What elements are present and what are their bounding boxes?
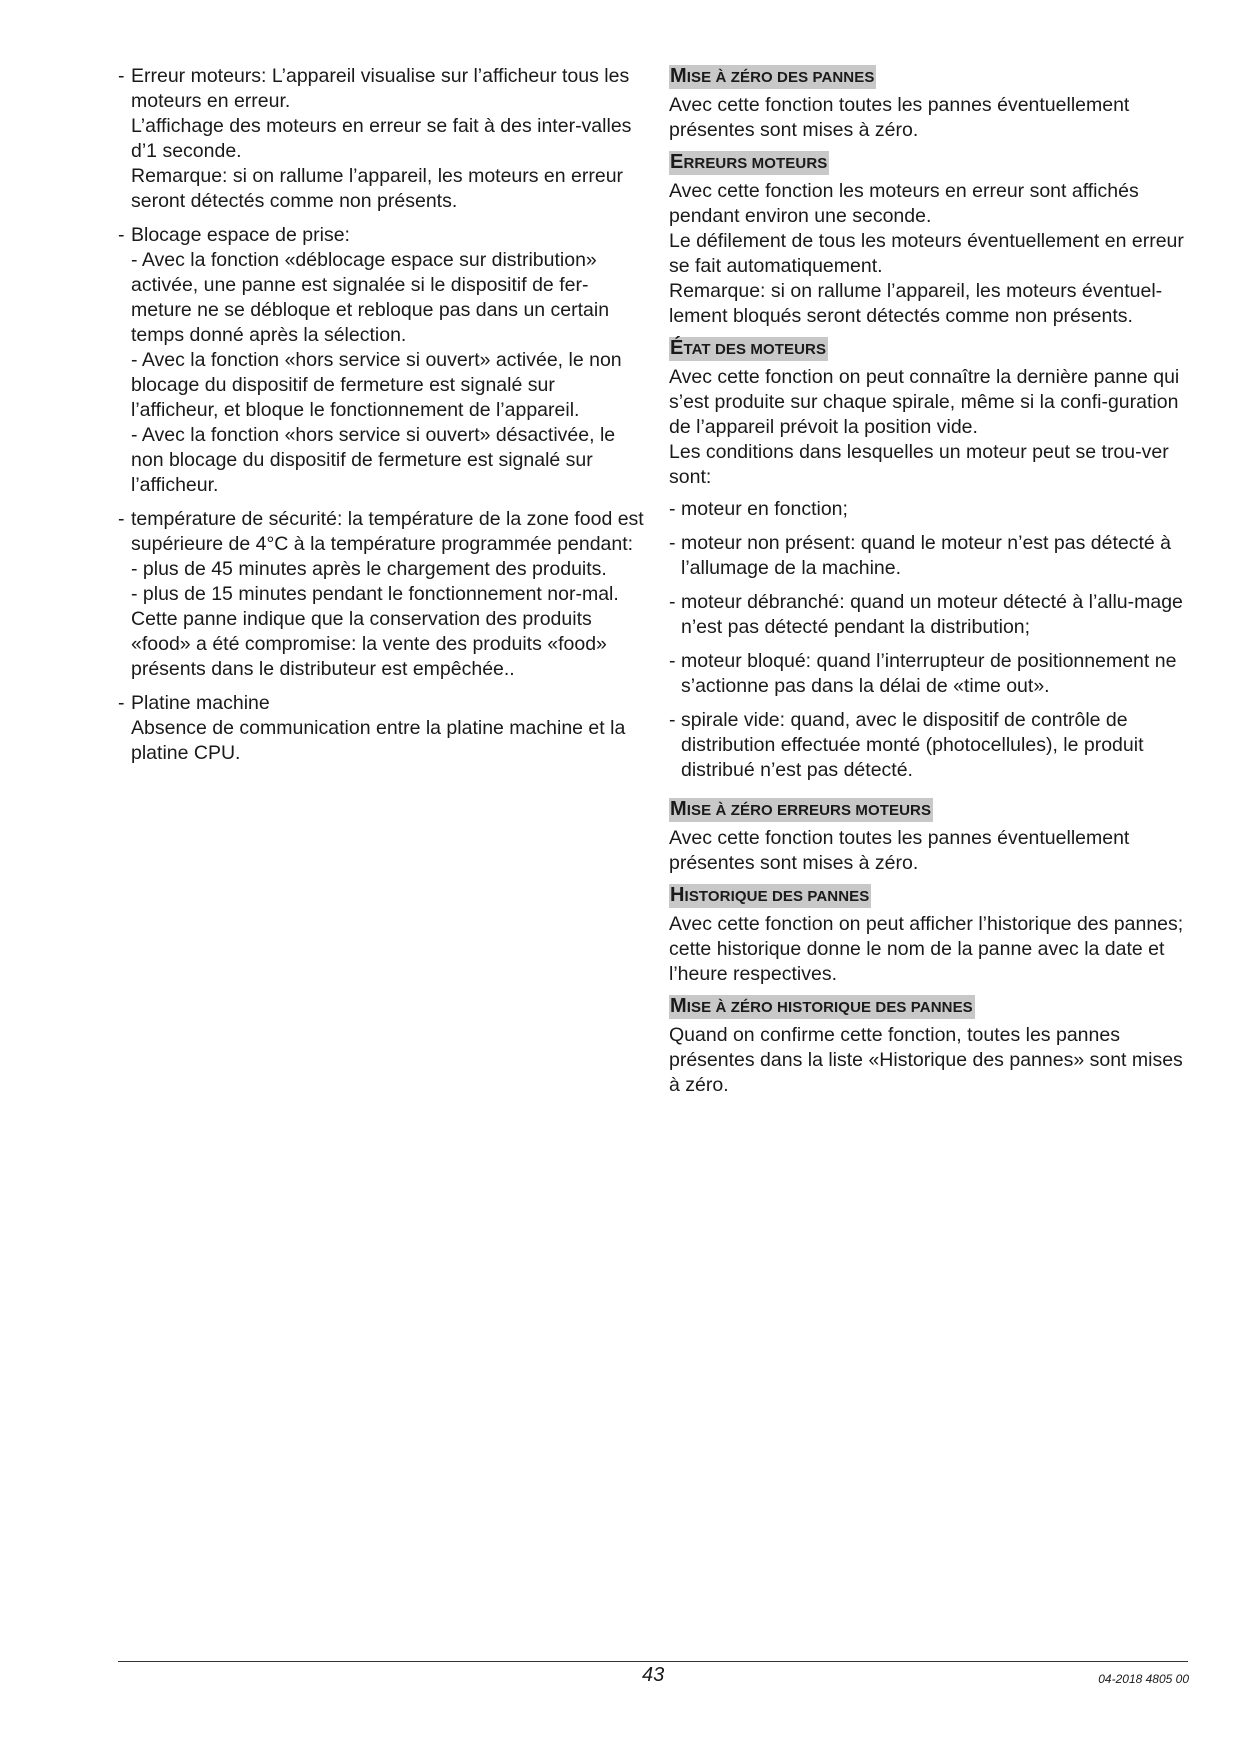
section-etat-des-moteurs	[669, 336, 1197, 783]
section-paragraph: Avec cette fonction toutes les pannes éventuellement présentes sont mises à zéro.	[669, 827, 1130, 874]
list-item: - spirale vide: quand, avec le dispositif de contrôle de distribution effectuée monté (photocellules), le produit distribué n’est pas détecté.	[669, 709, 1144, 781]
section-mise-a-zero-historique	[669, 994, 1197, 1098]
item-text: température de sécurité: la température de la zone food est supérieure de 4°C à la température programmée pendant:	[131, 508, 644, 555]
section-heading: MISE À ZÉRO DES PANNES	[670, 65, 875, 87]
page-number: 43	[642, 1664, 665, 1686]
section-paragraph: Avec cette fonction les moteurs en erreur sont affichés pendant environ une seconde.	[669, 180, 1139, 227]
item-text: Absence de communication entre la platine machine et la platine CPU.	[131, 717, 626, 764]
section-paragraph: Les conditions dans lesquelles un moteur peut se trou-ver sont:	[669, 441, 1169, 488]
list-item: - moteur bloqué: quand l’interrupteur de positionnement ne s’actionne pas dans la délai de «time out».	[669, 650, 1177, 697]
item-text: - Avec la fonction «déblocage espace sur distribution» activée, une panne est signalée si le dispositif de fer-meture ne se débloque et rebloque pas dans un certain temps donné après la sélection.	[131, 249, 610, 346]
list-item-platine-machine: - Platine machine Absence de communication entre la platine machine et la platine CPU.	[118, 691, 646, 766]
footer-divider	[118, 1661, 1188, 1662]
section-heading: MISE À ZÉRO HISTORIQUE DES PANNES	[670, 995, 973, 1017]
section-historique-pannes	[669, 883, 1197, 987]
section-paragraph: Le défilement de tous les moteurs éventuellement en erreur se fait automatiquement.	[669, 230, 1184, 277]
section-paragraph: Avec cette fonction toutes les pannes éventuellement présentes sont mises à zéro.	[669, 94, 1130, 141]
item-text: - Avec la fonction «hors service si ouvert» activée, le non blocage du dispositif de fermeture est signalé sur l’afficheur, et bloque le fonctionnement de l’appareil.	[131, 349, 622, 421]
section-paragraph: Avec cette fonction on peut afficher l’historique des pannes; cette historique donne le nom de la panne avec la date et l’heure respectives.	[669, 913, 1184, 985]
item-text: Erreur moteurs: L’appareil visualise sur l’afficheur tous les moteurs en erreur.	[131, 65, 630, 112]
item-text: L’affichage des moteurs en erreur se fait à des inter-valles d’1 seconde.	[131, 115, 632, 162]
left-column	[118, 64, 646, 775]
section-heading: HISTORIQUE DES PANNES	[670, 884, 870, 906]
list-item-erreur-moteurs: - Erreur moteurs: L’appareil visualise sur l’afficheur tous les moteurs en erreur. L’affichage des moteurs en erreur se fait à des inter-valles d’1 seconde. Remarque: si on rallume l’appareil, les moteurs en erreur seront détectés comme non présents.	[118, 64, 646, 214]
list-item: - moteur non présent: quand le moteur n’est pas détecté à l’allumage de la machine.	[669, 532, 1171, 579]
section-paragraph: Remarque: si on rallume l’appareil, les moteurs éventuel-lement bloqués seront détectés comme non présents.	[669, 280, 1163, 327]
item-text: - Avec la fonction «hors service si ouvert» désactivée, le non blocage du dispositif de fermeture est signalé sur l’afficheur.	[131, 424, 616, 496]
list-item: - moteur débranché: quand un moteur détecté à l’allu-mage n’est pas détecté pendant la distribution;	[669, 591, 1183, 638]
item-text: - plus de 45 minutes après le chargement des produits.	[131, 558, 607, 580]
section-mise-a-zero-erreurs-moteurs	[669, 797, 1197, 876]
right-column	[669, 64, 1197, 1105]
list-item: - moteur en fonction;	[669, 498, 848, 520]
section-paragraph: Avec cette fonction on peut connaître la dernière panne qui s’est produite sur chaque spirale, même si la confi-guration de l’appareil prévoit la position vide.	[669, 366, 1180, 438]
section-mise-a-zero-pannes	[669, 64, 1197, 143]
list-item-blocage-espace: - Blocage espace de prise: - Avec la fonction «déblocage espace sur distribution» activée, une panne est signalée si le dispositif de fer-meture ne se débloque et rebloque pas dans un certain temps donné après la sélection. - Avec la fonction «hors service si ouvert» activée, le non blocage du dispositif de fermeture est signalé sur l’afficheur, et bloque le fonctionnement de l’appareil. - Avec la fonction «hors service si ouvert» désactivée, le non blocage du dispositif de fermeture est signalé sur l’afficheur.	[118, 223, 646, 498]
item-text: Platine machine	[131, 692, 270, 714]
section-heading: ERREURS MOTEURS	[670, 151, 828, 173]
item-text: Blocage espace de prise:	[131, 224, 350, 246]
list-item-temperature-securite: - température de sécurité: la température de la zone food est supérieure de 4°C à la température programmée pendant: - plus de 45 minutes après le chargement des produits. - plus de 15 minutes pendant le fonctionnement nor-mal. Cette panne indique que la conservation des produits «food» a été compromise: la vente des produits «food» présents dans le distributeur est empêchée..	[118, 507, 646, 682]
item-text: Cette panne indique que la conservation des produits «food» a été compromise: la vente des produits «food» présents dans le distributeur est empêchée..	[131, 608, 607, 680]
item-text: - plus de 15 minutes pendant le fonctionnement nor-mal.	[131, 583, 619, 605]
section-heading: ÉTAT DES MOTEURS	[670, 337, 827, 359]
section-paragraph: Quand on confirme cette fonction, toutes les pannes présentes dans la liste «Historique des pannes» sont mises à zéro.	[669, 1024, 1183, 1096]
document-code: 04-2018 4805 00	[1098, 1672, 1189, 1686]
item-text: Remarque: si on rallume l’appareil, les moteurs en erreur seront détectés comme non présents.	[131, 165, 624, 212]
section-heading: MISE À ZÉRO ERREURS MOTEURS	[670, 798, 932, 820]
section-erreurs-moteurs	[669, 150, 1197, 329]
